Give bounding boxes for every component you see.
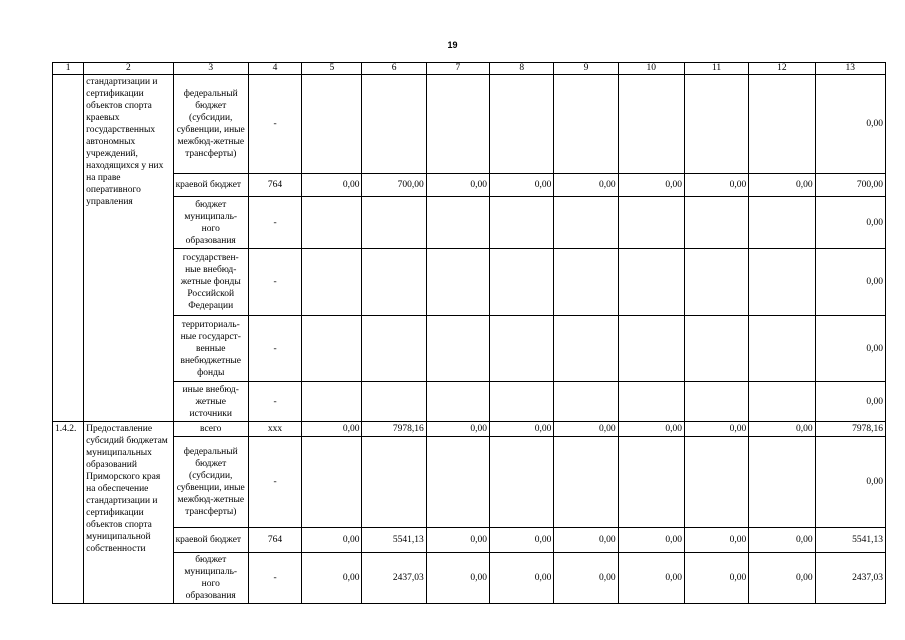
value-cell bbox=[426, 249, 489, 316]
value-cell bbox=[684, 382, 748, 422]
value-cell bbox=[618, 437, 684, 528]
funding-source: государствен-ные внебюд-жетные фонды Российской Федерации bbox=[173, 249, 248, 316]
value-cell bbox=[618, 382, 684, 422]
value-cell bbox=[618, 249, 684, 316]
value-cell bbox=[362, 197, 426, 249]
funding-source: краевой бюджет bbox=[173, 174, 248, 197]
value-cell: 0,00 bbox=[490, 422, 554, 437]
value-cell: 0,00 bbox=[749, 422, 815, 437]
column-header: 8 bbox=[490, 63, 554, 75]
column-header: 10 bbox=[618, 63, 684, 75]
value-cell: 0,00 bbox=[684, 528, 748, 553]
value-cell bbox=[684, 249, 748, 316]
total-cell: 0,00 bbox=[815, 249, 885, 316]
value-cell: 0,00 bbox=[684, 422, 748, 437]
funding-source: бюджет муниципаль-ного образования bbox=[173, 553, 248, 604]
value-cell bbox=[362, 382, 426, 422]
value-cell: 0,00 bbox=[554, 422, 618, 437]
column-header: 5 bbox=[302, 63, 362, 75]
column-header: 11 bbox=[684, 63, 748, 75]
total-cell: 5541,13 bbox=[815, 528, 885, 553]
value-cell: 700,00 bbox=[362, 174, 426, 197]
total-cell: 0,00 bbox=[815, 437, 885, 528]
column-header: 12 bbox=[749, 63, 815, 75]
column-header: 1 bbox=[53, 63, 84, 75]
funding-source: всего bbox=[173, 422, 248, 437]
budget-code: - bbox=[248, 75, 301, 174]
total-cell: 2437,03 bbox=[815, 553, 885, 604]
value-cell bbox=[426, 382, 489, 422]
column-header: 7 bbox=[426, 63, 489, 75]
budget-code: 764 bbox=[248, 174, 301, 197]
funding-source: федеральный бюджет (субсидии, субвенции, иные межбюд-жетные трансферты) bbox=[173, 75, 248, 174]
column-header: 13 bbox=[815, 63, 885, 75]
value-cell bbox=[426, 75, 489, 174]
value-cell: 0,00 bbox=[490, 174, 554, 197]
value-cell bbox=[302, 316, 362, 382]
value-cell bbox=[490, 382, 554, 422]
value-cell: 0,00 bbox=[618, 422, 684, 437]
value-cell bbox=[302, 197, 362, 249]
value-cell bbox=[749, 316, 815, 382]
row-number: 1.4.2. bbox=[53, 422, 84, 604]
total-cell: 7978,16 bbox=[815, 422, 885, 437]
value-cell: 5541,13 bbox=[362, 528, 426, 553]
value-cell bbox=[684, 316, 748, 382]
value-cell bbox=[684, 197, 748, 249]
value-cell bbox=[302, 75, 362, 174]
table-row bbox=[53, 382, 886, 422]
funding-source: территориаль-ные государст-венные внебюджетные фонды bbox=[173, 316, 248, 382]
value-cell bbox=[490, 437, 554, 528]
total-cell: 700,00 bbox=[815, 174, 885, 197]
value-cell bbox=[302, 437, 362, 528]
funding-source: федеральный бюджет (субсидии, субвенции, иные межбюд-жетные трансферты) bbox=[173, 437, 248, 528]
value-cell: 0,00 bbox=[426, 174, 489, 197]
funding-source: бюджет муниципаль-ного образования bbox=[173, 197, 248, 249]
budget-code: - bbox=[248, 437, 301, 528]
value-cell bbox=[302, 249, 362, 316]
value-cell bbox=[554, 437, 618, 528]
value-cell bbox=[618, 75, 684, 174]
total-cell: 0,00 bbox=[815, 382, 885, 422]
table-row bbox=[53, 528, 886, 553]
value-cell bbox=[618, 316, 684, 382]
value-cell bbox=[554, 382, 618, 422]
value-cell bbox=[749, 75, 815, 174]
budget-code: xxx bbox=[248, 422, 301, 437]
funding-source: краевой бюджет bbox=[173, 528, 248, 553]
value-cell: 0,00 bbox=[302, 553, 362, 604]
table-row bbox=[53, 249, 886, 316]
value-cell: 0,00 bbox=[426, 422, 489, 437]
value-cell bbox=[362, 316, 426, 382]
value-cell: 0,00 bbox=[302, 528, 362, 553]
column-header: 3 bbox=[173, 63, 248, 75]
value-cell: 0,00 bbox=[749, 174, 815, 197]
table-row bbox=[53, 174, 886, 197]
value-cell bbox=[490, 75, 554, 174]
budget-code: - bbox=[248, 382, 301, 422]
value-cell: 7978,16 bbox=[362, 422, 426, 437]
value-cell: 0,00 bbox=[426, 528, 489, 553]
value-cell: 0,00 bbox=[618, 528, 684, 553]
row-description: стандартизации и сертификации объектов спорта краевых государственных автономных учреждений, находящихся у них на праве оперативного управления bbox=[84, 75, 173, 422]
value-cell bbox=[426, 437, 489, 528]
value-cell: 2437,03 bbox=[362, 553, 426, 604]
value-cell: 0,00 bbox=[490, 528, 554, 553]
total-cell: 0,00 bbox=[815, 316, 885, 382]
value-cell bbox=[302, 382, 362, 422]
table-row bbox=[53, 316, 886, 382]
value-cell bbox=[749, 437, 815, 528]
value-cell bbox=[490, 316, 554, 382]
value-cell: 0,00 bbox=[490, 553, 554, 604]
column-header: 6 bbox=[362, 63, 426, 75]
table-row bbox=[53, 422, 886, 437]
value-cell: 0,00 bbox=[684, 174, 748, 197]
value-cell: 0,00 bbox=[554, 528, 618, 553]
value-cell bbox=[749, 382, 815, 422]
value-cell: 0,00 bbox=[302, 422, 362, 437]
value-cell: 0,00 bbox=[618, 174, 684, 197]
budget-code: - bbox=[248, 316, 301, 382]
row-number bbox=[53, 75, 84, 422]
column-header: 2 bbox=[84, 63, 173, 75]
total-cell: 0,00 bbox=[815, 75, 885, 174]
table-row bbox=[53, 197, 886, 249]
value-cell bbox=[490, 197, 554, 249]
total-cell: 0,00 bbox=[815, 197, 885, 249]
value-cell bbox=[554, 249, 618, 316]
value-cell bbox=[554, 75, 618, 174]
value-cell: 0,00 bbox=[554, 174, 618, 197]
value-cell: 0,00 bbox=[302, 174, 362, 197]
value-cell: 0,00 bbox=[554, 553, 618, 604]
budget-code: - bbox=[248, 197, 301, 249]
table-row bbox=[53, 75, 886, 174]
budget-code: 764 bbox=[248, 528, 301, 553]
budget-table bbox=[52, 62, 886, 604]
value-cell bbox=[362, 75, 426, 174]
value-cell bbox=[684, 437, 748, 528]
value-cell bbox=[426, 197, 489, 249]
value-cell: 0,00 bbox=[749, 553, 815, 604]
value-cell bbox=[749, 197, 815, 249]
value-cell bbox=[426, 316, 489, 382]
funding-source: иные внебюд-жетные источники bbox=[173, 382, 248, 422]
column-number-row bbox=[53, 63, 886, 75]
value-cell bbox=[618, 197, 684, 249]
budget-code: - bbox=[248, 553, 301, 604]
row-description: Предоставление субсидий бюджетам муниципальных образований Приморского края на обеспечение стандартизации и сертификации объектов спорта муниципальной собственности bbox=[84, 422, 173, 604]
value-cell bbox=[362, 437, 426, 528]
value-cell bbox=[362, 249, 426, 316]
value-cell: 0,00 bbox=[684, 553, 748, 604]
value-cell: 0,00 bbox=[749, 528, 815, 553]
page-number: 19 bbox=[447, 40, 458, 50]
table-row bbox=[53, 553, 886, 604]
value-cell bbox=[684, 75, 748, 174]
value-cell: 0,00 bbox=[426, 553, 489, 604]
budget-code: - bbox=[248, 249, 301, 316]
value-cell bbox=[554, 197, 618, 249]
value-cell bbox=[749, 249, 815, 316]
column-header: 4 bbox=[248, 63, 301, 75]
value-cell: 0,00 bbox=[618, 553, 684, 604]
value-cell bbox=[554, 316, 618, 382]
column-header: 9 bbox=[554, 63, 618, 75]
table-row bbox=[53, 437, 886, 528]
value-cell bbox=[490, 249, 554, 316]
